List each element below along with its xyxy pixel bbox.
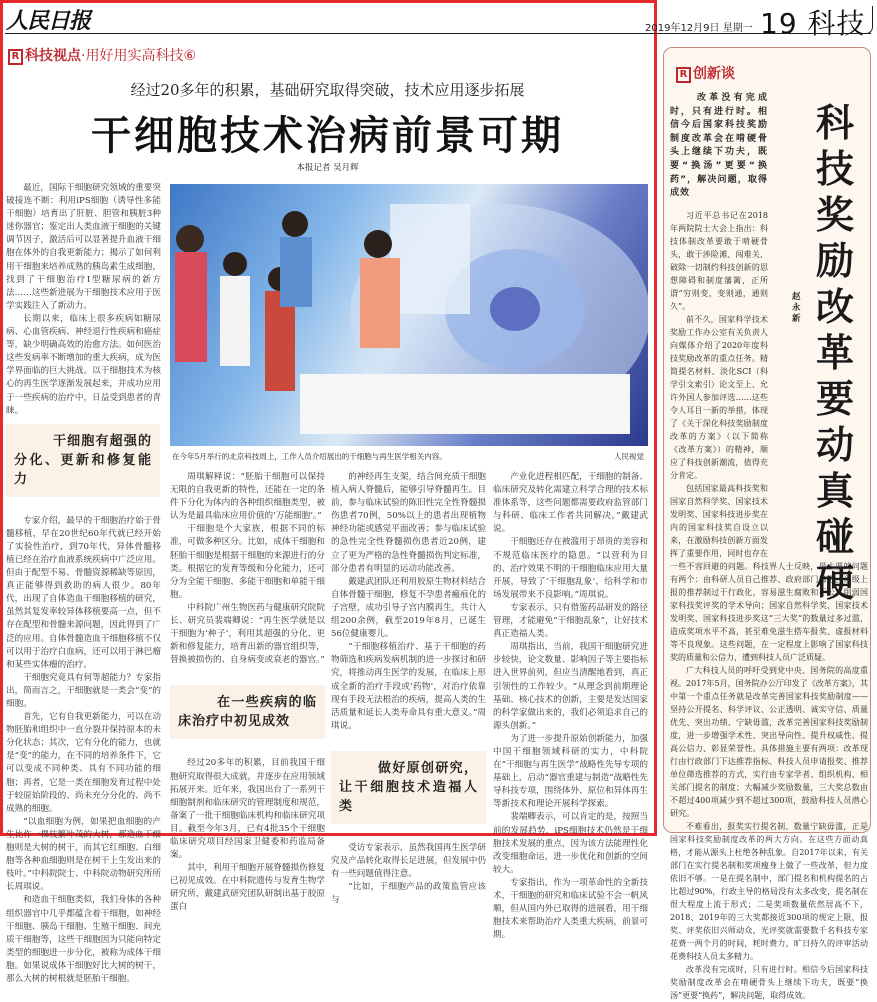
- paragraph: 首先，它有自我更新能力，可以在动物胚胎和组织中一直分裂并保持原本的未分化状态；其次，它有分化的能力，也就是“变”的能力，在不同的培养条件下，它可以变成不同种类、具有不同功能的细胞；再者，它是一类在细胞发育过程中处于较原始阶段的、尚未充分分化的、尚不成熟的细胞。: [6, 712, 161, 814]
- sidebar-lead: 改革没有完成时，只有进行时。相信今后国家科技奖励制度改革会在啃硬骨头上继续下功夫，既要“换汤”更要“换药”，解决问题，取得成效: [670, 93, 768, 199]
- paragraph: 中科院广州生物医药与健康研究院院长、研究员裴端卿说：“再生医学就是以干细胞为‘种子’，利用其超强的分化、更新和修复能力，培育出新的器官组织等，替换被损伤的、自身病变或衰老的器官。”: [170, 602, 325, 666]
- sidebar-body: [670, 92, 868, 1002]
- sidebar-paragraph: 前不久，国家科学技术奖励工作办公室有关负责人向媒体介绍了2020年度科技奖励改革的重点任务。精简提名材料、淡化SCI（科学引文索引）论文至上、允许外国人参加评选……这些令人耳目一新的举措，体现了《关于深化科技奖励制度改革的方案》（以下简称《改革方案》）的精神，顺应了科技创新潮流，值得充分肯定。: [670, 314, 768, 480]
- column-2-bottom: [170, 757, 325, 914]
- paragraph: 周琪解释说：“胚胎干细胞可以保持无限的自我更新的特性，还能在一定的条件下分化为体内的各种组织细胞类型，被认为是最具临床应用价值的‘万能细胞’。”: [170, 472, 325, 522]
- column-1: [6, 182, 161, 986]
- kicker-series: ·用好用实高科技⑥: [81, 48, 197, 64]
- paragraph: 和造血干细胞类似，我们身体的各种组织器官中几乎都蕴含着干细胞，如神经干细胞、胰岛干细胞、生殖干细胞、间充质干细胞等，这些干细胞因为只能向特定类型的细胞进一步分化，被称为成体干细胞。如果说成体干细胞好比大树的树干，那么大树的树根就是胚胎干细胞。: [6, 895, 161, 984]
- column-1-top: [6, 182, 161, 418]
- paragraph: 干细胞究竟具有何等超能力？专家指出，简而言之，干细胞就是一类会“变”的细胞。: [6, 672, 161, 709]
- article-headline: 干细胞技术治病前景可期: [91, 113, 564, 159]
- sidebar-column-title: [676, 63, 735, 83]
- photo-illustration: [170, 184, 648, 446]
- subhead-3: 做好原创研究，让干细胞技术造福人类: [331, 751, 486, 824]
- column-3-top: [331, 471, 486, 733]
- sidebar-paragraph: 改革没有完成时，只有进行时。相信今后国家科技奖励制度改革会在啃硬骨头上继续下功夫，既要“换汤”更要“换药”，解决问题，取得成效。: [670, 964, 868, 1000]
- sidebar-author: 赵永新: [792, 292, 801, 324]
- paragraph: 其中，利用干细胞开展脊髓损伤修复已初见成效。在中科院遗传与发育生物学研究所，戴建武研究团队研制出基于胶原蛋白: [170, 863, 325, 913]
- caption-text: 在今年5月举行的北京科技周上，工作人员介绍展出的干细胞与再生医学相关内容。: [172, 452, 447, 461]
- kicker-section: 科技视点: [25, 48, 81, 64]
- page-section-label: 19 科技: [760, 7, 866, 40]
- section-kicker: [8, 45, 196, 65]
- column-3: [331, 471, 486, 907]
- r-badge-icon: R: [676, 67, 691, 83]
- paragraph: 戴建武团队还利用胶原生物材料结合自体骨髓干细胞，修复不孕患者瘢痕化的子宫壁，成功引导子宫内膜再生，共计入组200余例，截至2019年8月，已诞生56位健康婴儿。: [331, 576, 486, 640]
- column-4: [493, 471, 648, 942]
- photo-caption: [172, 451, 644, 462]
- paragraph: 受访专家表示，虽然我国再生医学研究及产品转化取得长足进展，但发展中仍有一些问题值得注意。: [331, 842, 486, 880]
- paragraph: 为了进一步提升原始创新能力，加强中国干细胞领域科研的实力，中科院在“干细胞与再生医学”战略性先导专项的基础上，启动“器官重建与制造”战略性先导科技专项，围绕体外、原位和异体再生等新技术和理论开展科学探索。: [493, 733, 648, 810]
- issue-date: 2019年12月9日 星期一: [645, 23, 753, 34]
- sidebar-paragraph: 不难看出，报奖实行提名制、数量宁缺毋滥，正是国家科技奖励制度改革的两大方向。在这些方面动真格，才能从源头上杜绝各种乱象。自2017年以来，有关部门在实行提名制和奖项瘦身上做了一些改革，但力度依旧不够。一是在提名制中，部门提名和机构提名的占比超过90%，行政主导的格局没有太多改变，提名制在很大程度上流于形式；二是奖项数量依然居高不下，2018、2019年的三大奖都接近300项的规定上限，报奖、评奖依旧兴师动众，光评奖就需要数千名科技专家花费一两个月的时间，耗时费力，旷日持久的评审活动花费科技人员太多精力。: [670, 821, 868, 961]
- paragraph: 专家表示，只有借鉴药品研发的路径管理，才能避免“干细胞乱象”，让好技术真正造福人类。: [493, 602, 648, 640]
- exhibition-photo: [170, 184, 648, 446]
- article-byline: 本报记者 吴月辉: [296, 163, 359, 173]
- paragraph: 最近，国际干细胞研究领域的重要突破接连不断：利用iPS细胞（诱导性多能干细胞）培育出了肝脏、胆管和胰脏3种迷你器官；鉴定出人类血液干细胞的关键调节因子，激活后可以显著提升血液干细胞在体外的自我更新能力；揭示了如何利用干细胞来培养成熟的胰岛素生成细胞，找到了干细胞治疗Ⅰ型糖尿病的新方法……这些新进展为干细胞技术应用于医学实践注入了新动力。: [6, 183, 161, 311]
- paragraph: 的神经再生支架，结合间充质干细胞植入病人脊髓后，能够引导脊髓再生。目前，参与临床试验的陈旧性完全性脊髓损伤患者70例，50%以上的患者出现植物神经功能或感觉平面改善；参与临床试验的急性完全性脊髓损伤患者近20例，建立了更为严格的急性脊髓损伤判定标准，部分患者有明显的运动功能改善。: [331, 472, 486, 574]
- article-subtitle: 经过20多年的积累，基础研究取得突破，技术应用逐步拓展: [130, 81, 525, 99]
- sidebar-title-block: [768, 92, 868, 605]
- paragraph: 专家指出，作为一项革命性的全新技术，干细胞的研究和临床试验不会一帆风顺，但从国内外已取得的进展看，用干细胞技术来帮助治疗人类重大疾病，前景可期。: [493, 877, 648, 941]
- sidebar-column-name: 创新谈: [693, 66, 735, 82]
- newspaper-logo: 人民日报: [6, 8, 91, 34]
- paragraph: 干细胞是个大家族，根据不同的标准，可做多种区分。比如，成体干细胞和胚胎干细胞是根据干细胞的来源进行的分类。根据它的发育等级和分化能力，还可分为全能干细胞、多能干细胞和单能干细胞。: [170, 524, 325, 600]
- paragraph: “干细胞移植治疗、基于干细胞的药物筛选和疾病发病机制的进一步探讨和研究，将推动再生医学的发展，在临床上形成全新的治疗手段或‘药物’，对治疗依靠现有手段无法根治的疾病，提高人类的生活质量和延长人类寿命具有重大意义。”周琪说。: [331, 642, 486, 731]
- photo-credit: 人民视觉: [614, 452, 644, 461]
- paragraph: 经过20多年的积累，目前我国干细胞研究取得很大成就，并逐步在应用领域拓展开来。近年来，我国出台了一系列干细胞制剂和临床研究的管理制度和规范，备案了一批干细胞临床机构和临床研究项目。截至今年3月，已有4批35个干细胞临床研究项目经国家卫健委和药监局备案。: [170, 758, 325, 861]
- column-2: [170, 471, 325, 915]
- subhead-2: 在一些疾病的临床治疗中初见成效: [170, 685, 325, 739]
- paragraph: 周琪指出，当前，我国干细胞研究进步较快，论文数量、影响因子等主要指标进入世界前列，但应当清醒地看到，真正引领性的工作较少。“从理念到前期理论基础、核心技术的创新，主要是发达国家的科学家做出来的，我们必须追求自己的源头创新。”: [493, 642, 648, 731]
- masthead-rule: [5, 33, 871, 34]
- masthead-rule-corner: [866, 6, 873, 34]
- subhead-1: 干细胞有超强的分化、更新和修复能力: [6, 424, 160, 497]
- sidebar-headline: 科技奖励改革要动真碰硬: [815, 100, 854, 605]
- sidebar-paragraph: 习近平总书记在2018年两院院士大会上指出：科技体制改革要敢于啃硬骨头，敢于涉险滩、闯难关，破除一切制约科技创新的思想障碍和制度藩篱，正所谓“穷则变，变则通，通则久”。: [670, 210, 768, 311]
- column-1-bottom: [6, 515, 161, 986]
- sidebar-paragraph: 包括国家最高科技奖和国家自然科学奖、国家技术发明奖、国家科技进步奖在内的国家科技奖自设立以来，在激励科技创新方面发挥了重要作用，同时也存在一些不容回避的问题。科技界人士反映，最主要的问题有两个：由科研人员自己推荐、政府部门筛选、逐级上报的推荐制过于行政化，容易滋生腐败和不公，削弱国家科技奖评奖的学术导向；国家自然科学奖、国家技术发明奖、国家科技进步奖这“三大奖”的数量过多过滥，造成奖项水平不高，甚至难免滋生搭车报奖、虚报材料等不良现象。这些问题，在一定程度上影响了国家科技奖的质量和公信力，遭到科技人员广泛质疑。: [670, 483, 868, 662]
- column-3-bottom: [331, 842, 486, 907]
- r-badge-icon: R: [8, 49, 23, 65]
- paragraph: 专家介绍，最早的干细胞治疗始于骨髓移植，早在20世纪60年代就已经开始了实验性治疗，到70年代，异体骨髓移植已经在治疗血液系统疾病中广泛应用。但由于配型不易、骨髓资源稀缺等原因，真正能够得到救助的病人很少。80年代，出现了自体造血干细胞移植的研究，虽然其复发率较异体移植要高一点，但不存在配型和骨髓来源问题，因此得到了广泛的应用。自体骨髓造血干细胞移植不仅可以用于治疗白血病，还可以用于淋巴瘤和某些实体瘤的治疗。: [6, 515, 161, 670]
- paragraph: 长期以来，临床上很多疾病如糖尿病、心血管疾病、神经退行性疾病和癌症等，缺少明确高效的治愈方法。如何医治这些发病率不断增加的重大疾病，成为医学界面临的巨大挑战。以干细胞技术为核心的再生医学逐渐发展起来，并成功应用于一些疾病的治疗中，日益受到患者的青睐。: [6, 313, 161, 416]
- paragraph: “以血细胞为例，如果把血细胞的产生比作一棵枝繁叶茂的大树，那造血干细胞则是大树的树干，而其它红细胞、白细胞等各种血细胞则是在树干上生发出来的枝叶。”中科院院士、中科院动物研究所所长周琪说。: [6, 816, 161, 893]
- sidebar-paragraph: 广大科技人员的呼吁受到党中央、国务院的高度重视。2017年5月，国务院办公厅印发了《改革方案》，其中第一个重点任务就是改革完善国家科技奖励制度——坚持公开提名、科学评议、公正透明、诚实守信、质量优先、突出功绩、宁缺毋滥，改革完善国家科技奖励制度，进一步增强学术性、突出导向性、提升权威性、提高公信力、彰显荣誉性。具体措施主要有两项：改革现行由行政部门下达推荐指标、科技人员申请报奖、推荐单位筛选推荐的方式，实行由专家学者、组织机构、相关部门提名的制度；大幅减少奖励数量，三大奖总数由不超过400项减少到不超过300项，鼓励科技人员潜心研究。: [670, 665, 868, 818]
- paragraph: “比如，干细胞产品的政策监管应该与: [331, 882, 486, 906]
- column-2-top: [170, 471, 325, 667]
- paragraph: 产业化进程相匹配，干细胞的制备、临床研究及转化需建立科学合理的技术标准体系等，这些问题都需要政府监管部门与科研、临床工作者共同解决。”戴建武说。: [493, 472, 648, 535]
- paragraph: 干细胞还存在被滥用于昂贵的美容和不规范临床医疗的隐患。“以营利为目的、治疗效果不明的干细胞临床应用大量开展，导致了‘干细胞乱象’，给科学和市场发展带来不良影响。”周琪说。: [493, 537, 648, 600]
- paragraph: 裴端卿表示，可以肯定的是，按照当前的发展趋势，iPS细胞技术仍然是干细胞技术发展的重点，因为该方法能理性化改变细胞命运，进一步优化和创新的空间较大。: [493, 812, 648, 875]
